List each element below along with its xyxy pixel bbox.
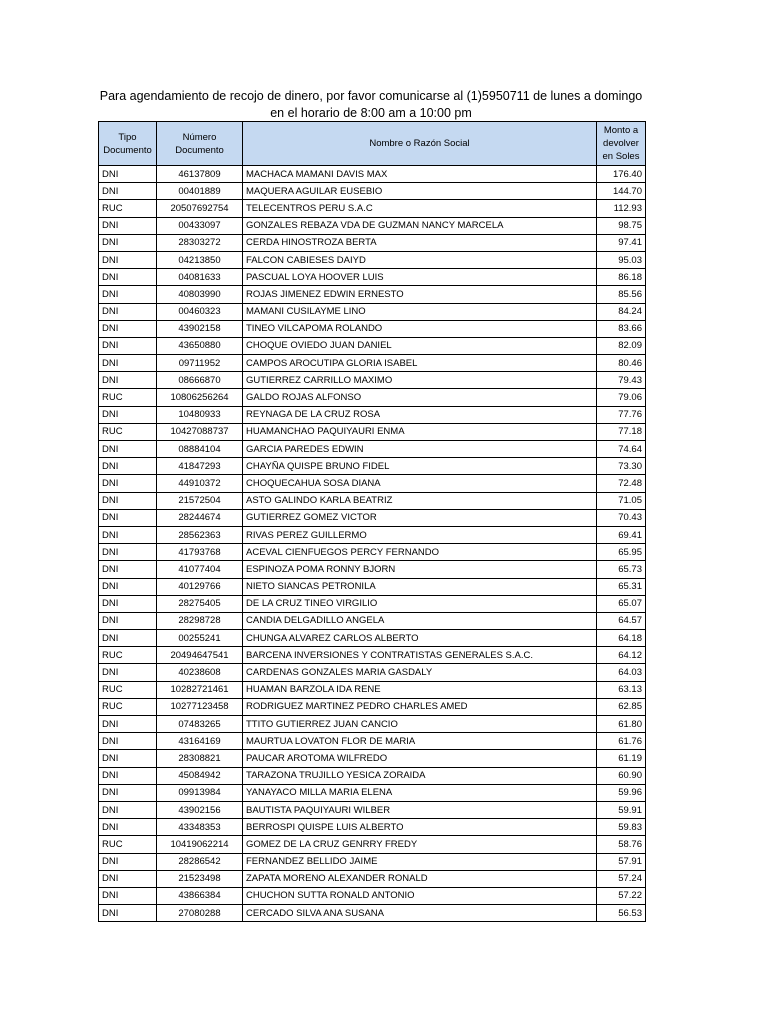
cell-numero-documento: 09913984: [157, 784, 243, 801]
cell-numero-documento: 10480933: [157, 406, 243, 423]
table-row: [99, 578, 646, 595]
cell-nombre: TARAZONA TRUJILLO YESICA ZORAIDA: [243, 767, 597, 784]
cell-numero-documento: 40129766: [157, 578, 243, 595]
table-header-row: [99, 122, 646, 166]
cell-nombre: TELECENTROS PERU S.A.C: [243, 200, 597, 217]
cell-tipo-documento: DNI: [99, 578, 157, 595]
cell-monto: 64.03: [597, 664, 646, 681]
cell-tipo-documento: DNI: [99, 303, 157, 320]
cell-nombre: CAMPOS AROCUTIPA GLORIA ISABEL: [243, 355, 597, 372]
cell-tipo-documento: RUC: [99, 647, 157, 664]
header-tipo-documento: Tipo Documento: [99, 122, 157, 166]
cell-nombre: GUTIERREZ GOMEZ VICTOR: [243, 509, 597, 526]
cell-tipo-documento: DNI: [99, 337, 157, 354]
cell-monto: 65.73: [597, 561, 646, 578]
cell-nombre: ROJAS JIMENEZ EDWIN ERNESTO: [243, 286, 597, 303]
cell-tipo-documento: DNI: [99, 320, 157, 337]
table-row: [99, 303, 646, 320]
cell-numero-documento: 43902156: [157, 801, 243, 818]
cell-nombre: CERCADO SILVA ANA SUSANA: [243, 905, 597, 922]
table-row: [99, 819, 646, 836]
cell-numero-documento: 10427088737: [157, 423, 243, 440]
cell-nombre: BERROSPI QUISPE LUIS ALBERTO: [243, 819, 597, 836]
cell-numero-documento: 00255241: [157, 630, 243, 647]
cell-numero-documento: 44910372: [157, 475, 243, 492]
cell-monto: 144.70: [597, 183, 646, 200]
cell-monto: 95.03: [597, 251, 646, 268]
cell-numero-documento: 07483265: [157, 716, 243, 733]
table-row: [99, 698, 646, 715]
cell-tipo-documento: DNI: [99, 458, 157, 475]
cell-numero-documento: 41847293: [157, 458, 243, 475]
table-row: [99, 200, 646, 217]
table-row: [99, 458, 646, 475]
cell-nombre: GARCIA PAREDES EDWIN: [243, 441, 597, 458]
cell-nombre: CHUCHON SUTTA RONALD ANTONIO: [243, 887, 597, 904]
cell-monto: 85.56: [597, 286, 646, 303]
cell-monto: 61.19: [597, 750, 646, 767]
cell-monto: 65.31: [597, 578, 646, 595]
cell-nombre: ESPINOZA POMA RONNY BJORN: [243, 561, 597, 578]
table-row: [99, 544, 646, 561]
cell-monto: 83.66: [597, 320, 646, 337]
cell-tipo-documento: DNI: [99, 183, 157, 200]
cell-nombre: PASCUAL LOYA HOOVER LUIS: [243, 269, 597, 286]
cell-nombre: CERDA HINOSTROZA BERTA: [243, 234, 597, 251]
table-body: [99, 166, 646, 922]
cell-nombre: GOMEZ DE LA CRUZ GENRRY FREDY: [243, 836, 597, 853]
cell-tipo-documento: DNI: [99, 544, 157, 561]
cell-monto: 64.18: [597, 630, 646, 647]
cell-tipo-documento: DNI: [99, 905, 157, 922]
cell-numero-documento: 43866384: [157, 887, 243, 904]
cell-nombre: CANDIA DELGADILLO ANGELA: [243, 612, 597, 629]
cell-nombre: FALCON CABIESES DAIYD: [243, 251, 597, 268]
table-row: [99, 320, 646, 337]
table-row: [99, 647, 646, 664]
cell-monto: 84.24: [597, 303, 646, 320]
table-row: [99, 784, 646, 801]
table-row: [99, 526, 646, 543]
table-row: [99, 475, 646, 492]
table-row: [99, 509, 646, 526]
cell-monto: 79.43: [597, 372, 646, 389]
cell-tipo-documento: DNI: [99, 853, 157, 870]
cell-numero-documento: 20494647541: [157, 647, 243, 664]
table-row: [99, 183, 646, 200]
cell-nombre: CHOQUECAHUA SOSA DIANA: [243, 475, 597, 492]
cell-tipo-documento: DNI: [99, 475, 157, 492]
cell-numero-documento: 28298728: [157, 612, 243, 629]
cell-numero-documento: 10806256264: [157, 389, 243, 406]
cell-nombre: NIETO SIANCAS PETRONILA: [243, 578, 597, 595]
table-row: [99, 217, 646, 234]
cell-tipo-documento: RUC: [99, 389, 157, 406]
cell-monto: 62.85: [597, 698, 646, 715]
cell-nombre: CARDENAS GONZALES MARIA GASDALY: [243, 664, 597, 681]
cell-monto: 58.76: [597, 836, 646, 853]
cell-numero-documento: 20507692754: [157, 200, 243, 217]
cell-monto: 64.12: [597, 647, 646, 664]
cell-monto: 56.53: [597, 905, 646, 922]
cell-tipo-documento: DNI: [99, 269, 157, 286]
cell-nombre: FERNANDEZ BELLIDO JAIME: [243, 853, 597, 870]
table-row: [99, 166, 646, 183]
table-row: [99, 286, 646, 303]
cell-nombre: YANAYACO MILLA MARIA ELENA: [243, 784, 597, 801]
cell-numero-documento: 43902158: [157, 320, 243, 337]
cell-tipo-documento: RUC: [99, 836, 157, 853]
cell-monto: 71.05: [597, 492, 646, 509]
cell-tipo-documento: DNI: [99, 664, 157, 681]
cell-numero-documento: 40238608: [157, 664, 243, 681]
table-row: [99, 630, 646, 647]
table-row: [99, 887, 646, 904]
cell-nombre: CHOQUE OVIEDO JUAN DANIEL: [243, 337, 597, 354]
cell-nombre: ASTO GALINDO KARLA BEATRIZ: [243, 492, 597, 509]
cell-monto: 59.83: [597, 819, 646, 836]
cell-numero-documento: 28562363: [157, 526, 243, 543]
cell-numero-documento: 00401889: [157, 183, 243, 200]
cell-monto: 176.40: [597, 166, 646, 183]
table-row: [99, 612, 646, 629]
cell-numero-documento: 08666870: [157, 372, 243, 389]
cell-numero-documento: 10277123458: [157, 698, 243, 715]
table-row: [99, 595, 646, 612]
cell-monto: 73.30: [597, 458, 646, 475]
cell-numero-documento: 43650880: [157, 337, 243, 354]
table-row: [99, 423, 646, 440]
cell-numero-documento: 00460323: [157, 303, 243, 320]
table-row: [99, 870, 646, 887]
header-numero-documento: Número Documento: [157, 122, 243, 166]
cell-nombre: MAURTUA LOVATON FLOR DE MARIA: [243, 733, 597, 750]
cell-nombre: BARCENA INVERSIONES Y CONTRATISTAS GENERALES S.A.C.: [243, 647, 597, 664]
cell-tipo-documento: RUC: [99, 423, 157, 440]
cell-tipo-documento: RUC: [99, 681, 157, 698]
header-nombre-razon-social: Nombre o Razón Social: [243, 122, 597, 166]
cell-numero-documento: 40803990: [157, 286, 243, 303]
header-monto-devolver: Monto a devolver en Soles: [597, 122, 646, 166]
cell-numero-documento: 43164169: [157, 733, 243, 750]
cell-tipo-documento: DNI: [99, 355, 157, 372]
cell-monto: 59.91: [597, 801, 646, 818]
cell-monto: 61.76: [597, 733, 646, 750]
cell-numero-documento: 08884104: [157, 441, 243, 458]
table-row: [99, 853, 646, 870]
cell-tipo-documento: DNI: [99, 801, 157, 818]
table-row: [99, 750, 646, 767]
cell-nombre: CHAYÑA QUISPE BRUNO FIDEL: [243, 458, 597, 475]
cell-tipo-documento: DNI: [99, 716, 157, 733]
cell-monto: 60.90: [597, 767, 646, 784]
cell-tipo-documento: DNI: [99, 441, 157, 458]
cell-numero-documento: 21523498: [157, 870, 243, 887]
cell-nombre: GALDO ROJAS ALFONSO: [243, 389, 597, 406]
cell-tipo-documento: DNI: [99, 251, 157, 268]
page-notice: Para agendamiento de recojo de dinero, por favor comunicarse al (1)5950711 de lunes a domingo en el horario de 8:00 am a 10:00 pm: [99, 89, 643, 120]
cell-tipo-documento: DNI: [99, 406, 157, 423]
cell-tipo-documento: RUC: [99, 200, 157, 217]
cell-nombre: TINEO VILCAPOMA ROLANDO: [243, 320, 597, 337]
cell-numero-documento: 09711952: [157, 355, 243, 372]
cell-tipo-documento: DNI: [99, 234, 157, 251]
table-row: [99, 492, 646, 509]
cell-numero-documento: 28303272: [157, 234, 243, 251]
cell-numero-documento: 28308821: [157, 750, 243, 767]
table-row: [99, 441, 646, 458]
cell-nombre: TTITO GUTIERREZ JUAN CANCIO: [243, 716, 597, 733]
table-row: [99, 234, 646, 251]
cell-monto: 59.96: [597, 784, 646, 801]
cell-monto: 74.64: [597, 441, 646, 458]
cell-nombre: RODRIGUEZ MARTINEZ PEDRO CHARLES AMED: [243, 698, 597, 715]
cell-numero-documento: 28244674: [157, 509, 243, 526]
cell-monto: 77.76: [597, 406, 646, 423]
cell-tipo-documento: DNI: [99, 870, 157, 887]
table-row: [99, 836, 646, 853]
cell-monto: 65.95: [597, 544, 646, 561]
cell-monto: 82.09: [597, 337, 646, 354]
cell-nombre: MAMANI CUSILAYME LINO: [243, 303, 597, 320]
table-row: [99, 681, 646, 698]
cell-numero-documento: 21572504: [157, 492, 243, 509]
table-row: [99, 251, 646, 268]
cell-monto: 69.41: [597, 526, 646, 543]
cell-nombre: ZAPATA MORENO ALEXANDER RONALD: [243, 870, 597, 887]
cell-numero-documento: 28275405: [157, 595, 243, 612]
cell-tipo-documento: DNI: [99, 595, 157, 612]
refund-table: [98, 121, 646, 922]
cell-tipo-documento: DNI: [99, 612, 157, 629]
cell-monto: 112.93: [597, 200, 646, 217]
cell-numero-documento: 41077404: [157, 561, 243, 578]
cell-nombre: GUTIERREZ CARRILLO MAXIMO: [243, 372, 597, 389]
table-row: [99, 389, 646, 406]
cell-tipo-documento: DNI: [99, 217, 157, 234]
table-row: [99, 801, 646, 818]
cell-nombre: HUAMAN BARZOLA IDA RENE: [243, 681, 597, 698]
cell-numero-documento: 00433097: [157, 217, 243, 234]
cell-numero-documento: 28286542: [157, 853, 243, 870]
cell-numero-documento: 27080288: [157, 905, 243, 922]
table-row: [99, 767, 646, 784]
cell-numero-documento: 45084942: [157, 767, 243, 784]
cell-monto: 57.22: [597, 887, 646, 904]
cell-monto: 64.57: [597, 612, 646, 629]
cell-tipo-documento: DNI: [99, 166, 157, 183]
cell-tipo-documento: DNI: [99, 750, 157, 767]
cell-monto: 97.41: [597, 234, 646, 251]
cell-tipo-documento: DNI: [99, 372, 157, 389]
cell-monto: 57.91: [597, 853, 646, 870]
cell-tipo-documento: DNI: [99, 492, 157, 509]
cell-numero-documento: 43348353: [157, 819, 243, 836]
cell-monto: 57.24: [597, 870, 646, 887]
cell-nombre: PAUCAR AROTOMA WILFREDO: [243, 750, 597, 767]
cell-tipo-documento: DNI: [99, 509, 157, 526]
cell-nombre: DE LA CRUZ TINEO VIRGILIO: [243, 595, 597, 612]
table-row: [99, 905, 646, 922]
cell-nombre: MAQUERA AGUILAR EUSEBIO: [243, 183, 597, 200]
cell-numero-documento: 46137809: [157, 166, 243, 183]
table-row: [99, 733, 646, 750]
cell-monto: 77.18: [597, 423, 646, 440]
cell-tipo-documento: DNI: [99, 733, 157, 750]
table-row: [99, 355, 646, 372]
cell-numero-documento: 04081633: [157, 269, 243, 286]
cell-tipo-documento: DNI: [99, 526, 157, 543]
cell-tipo-documento: DNI: [99, 561, 157, 578]
cell-nombre: REYNAGA DE LA CRUZ ROSA: [243, 406, 597, 423]
cell-nombre: BAUTISTA PAQUIYAURI WILBER: [243, 801, 597, 818]
cell-monto: 86.18: [597, 269, 646, 286]
cell-monto: 63.13: [597, 681, 646, 698]
cell-nombre: HUAMANCHAO PAQUIYAURI ENMA: [243, 423, 597, 440]
cell-nombre: ACEVAL CIENFUEGOS PERCY FERNANDO: [243, 544, 597, 561]
cell-nombre: CHUNGA ALVAREZ CARLOS ALBERTO: [243, 630, 597, 647]
table-row: [99, 561, 646, 578]
cell-monto: 79.06: [597, 389, 646, 406]
table-row: [99, 664, 646, 681]
cell-monto: 70.43: [597, 509, 646, 526]
cell-tipo-documento: DNI: [99, 767, 157, 784]
table-row: [99, 337, 646, 354]
table-row: [99, 716, 646, 733]
cell-tipo-documento: DNI: [99, 887, 157, 904]
cell-monto: 65.07: [597, 595, 646, 612]
cell-numero-documento: 41793768: [157, 544, 243, 561]
cell-nombre: MACHACA MAMANI DAVIS MAX: [243, 166, 597, 183]
cell-monto: 72.48: [597, 475, 646, 492]
table-row: [99, 406, 646, 423]
cell-monto: 98.75: [597, 217, 646, 234]
cell-numero-documento: 10282721461: [157, 681, 243, 698]
table-row: [99, 269, 646, 286]
cell-tipo-documento: DNI: [99, 784, 157, 801]
table-row: [99, 372, 646, 389]
cell-monto: 80.46: [597, 355, 646, 372]
cell-numero-documento: 10419062214: [157, 836, 243, 853]
cell-numero-documento: 04213850: [157, 251, 243, 268]
cell-nombre: GONZALES REBAZA VDA DE GUZMAN NANCY MARCELA: [243, 217, 597, 234]
cell-tipo-documento: DNI: [99, 630, 157, 647]
cell-monto: 61.80: [597, 716, 646, 733]
cell-tipo-documento: DNI: [99, 286, 157, 303]
cell-nombre: RIVAS PEREZ GUILLERMO: [243, 526, 597, 543]
cell-tipo-documento: RUC: [99, 698, 157, 715]
cell-tipo-documento: DNI: [99, 819, 157, 836]
